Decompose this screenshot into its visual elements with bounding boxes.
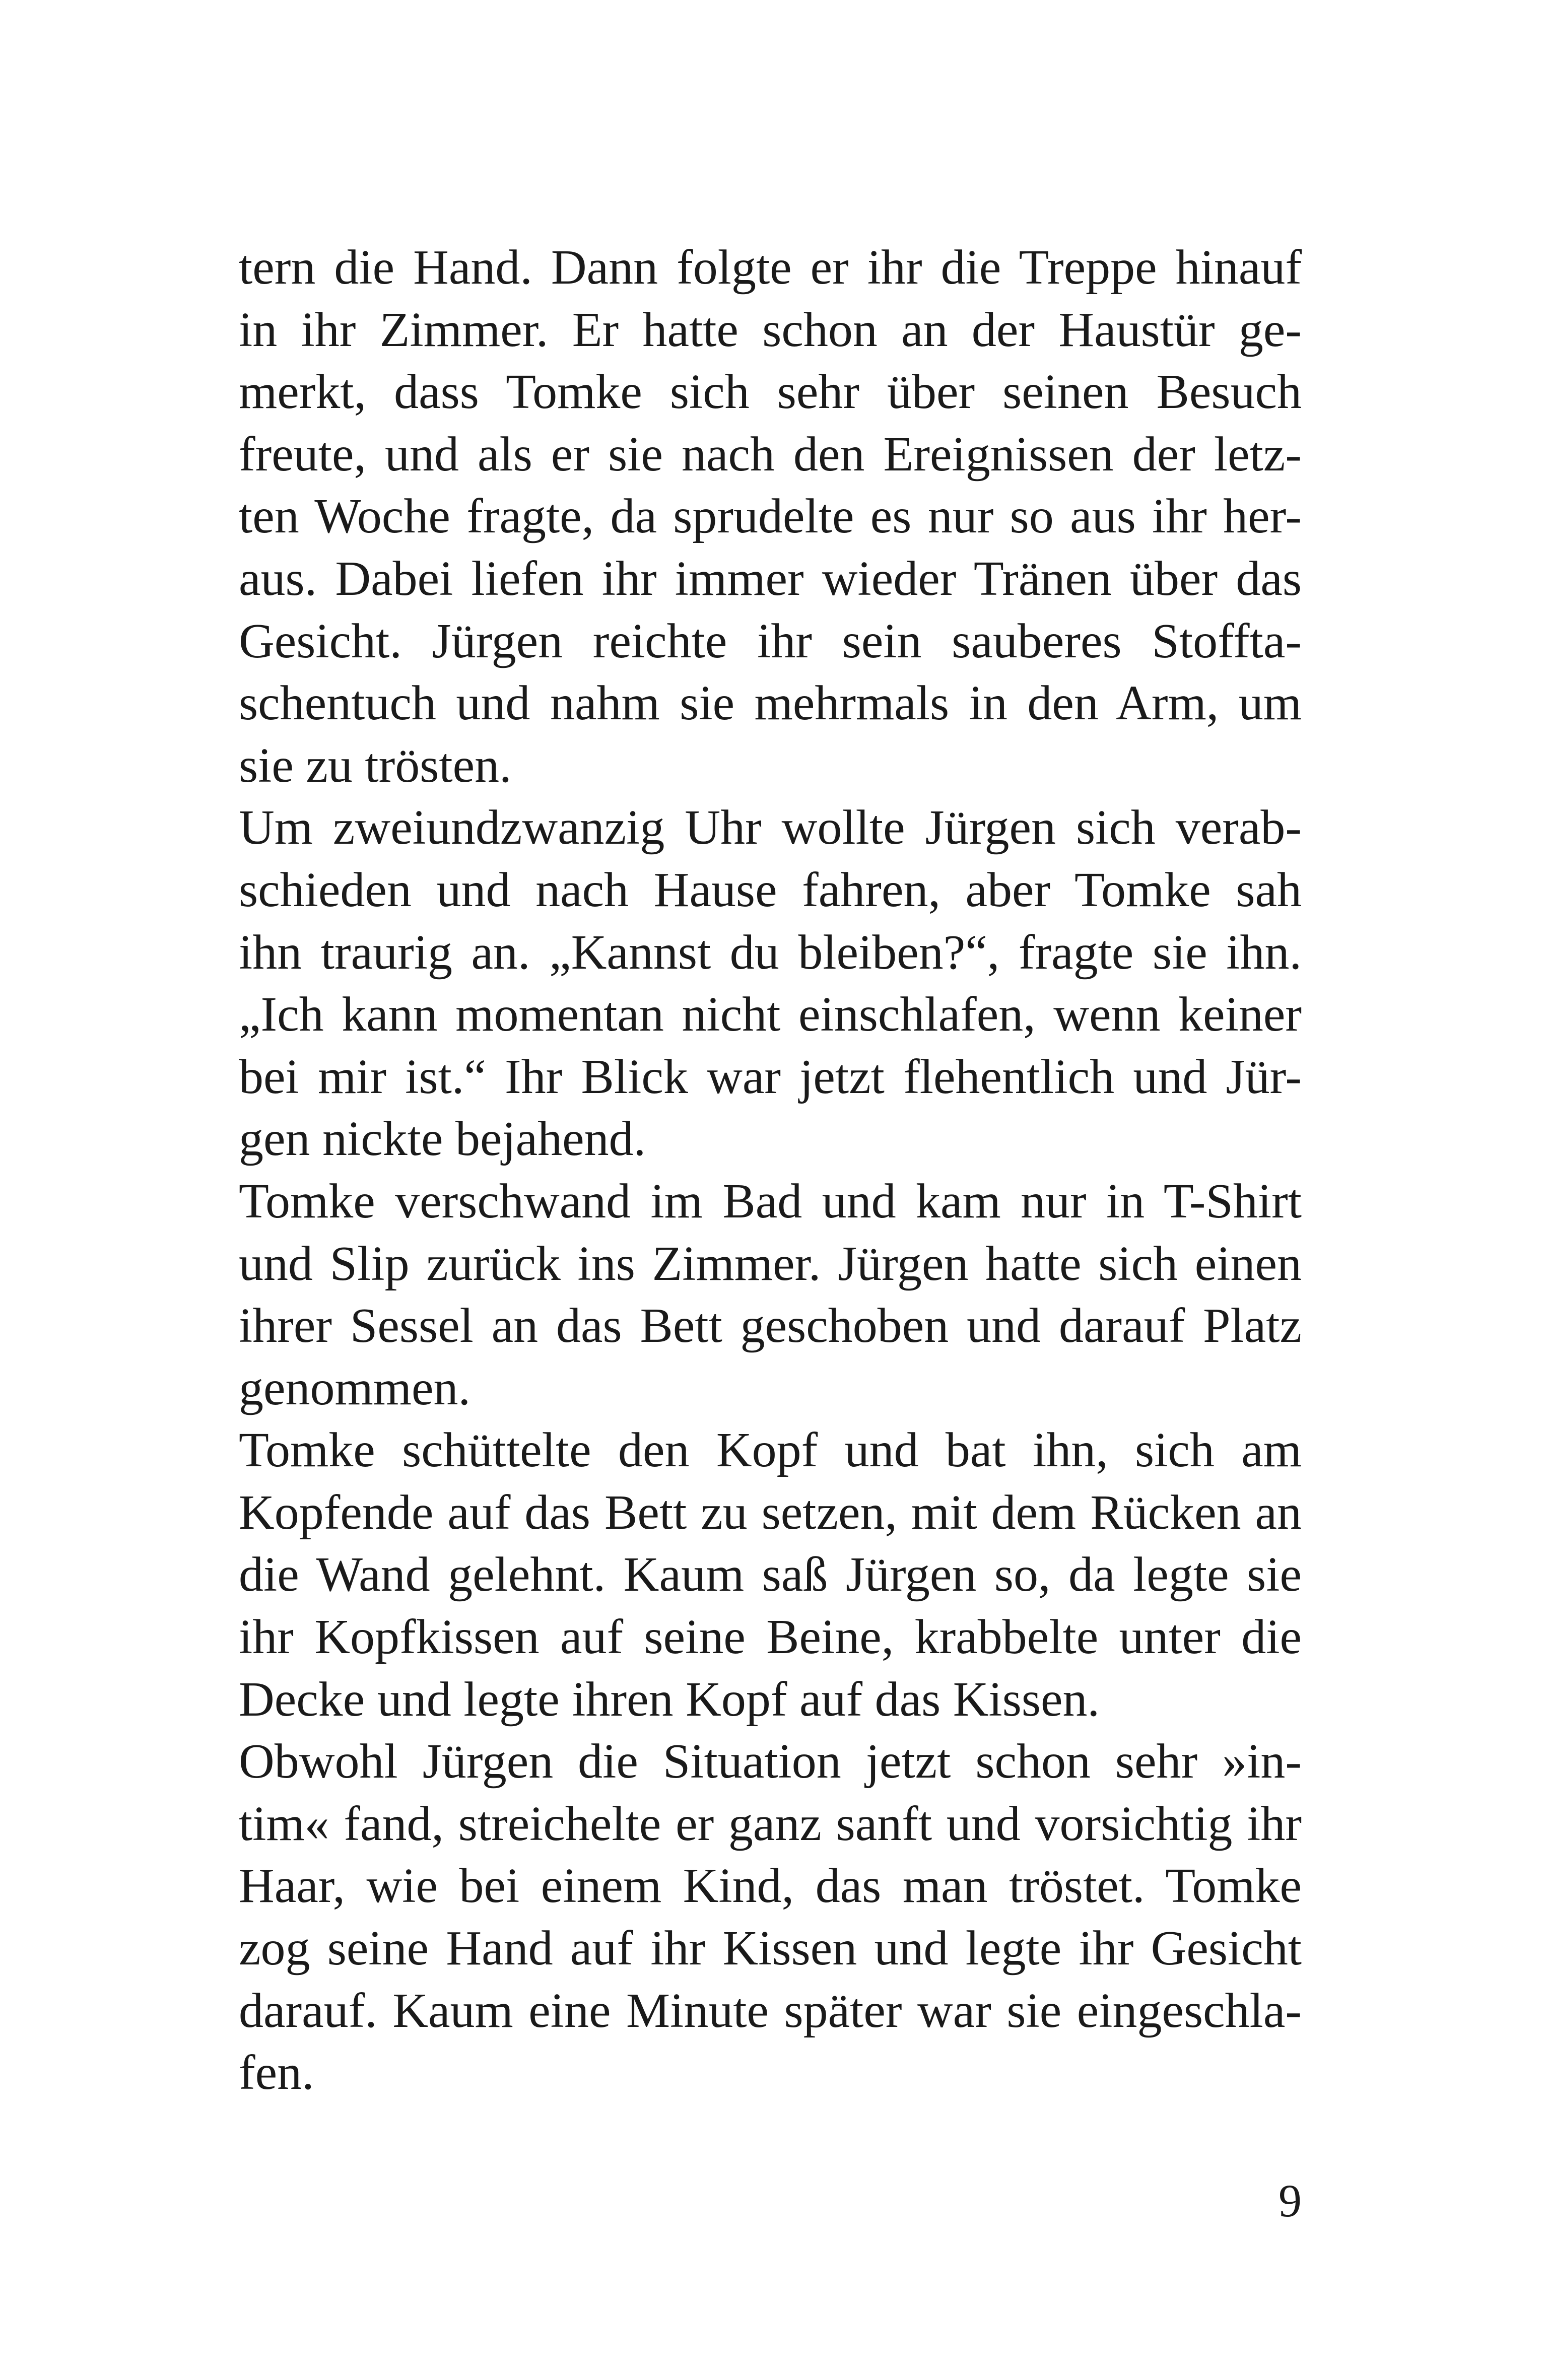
paragraph bbox=[239, 1171, 1302, 1419]
text-line: ten Woche fragte, da sprudelte es nur so aus ihr her- bbox=[239, 489, 1302, 544]
text-line: sie zu trösten. bbox=[239, 738, 512, 793]
text-line: schieden und nach Hause fahren, aber Tomke sah bbox=[239, 862, 1302, 917]
text-line: darauf. Kaum eine Minute später war sie eingeschla- bbox=[239, 1983, 1302, 2038]
text-line: bei mir ist.“ Ihr Blick war jetzt flehentlich und Jür- bbox=[239, 1049, 1302, 1104]
text-line: schentuch und nahm sie mehrmals in den Arm, um bbox=[239, 676, 1302, 731]
text-line: zog seine Hand auf ihr Kissen und legte ihr Gesicht bbox=[239, 1921, 1302, 1976]
text-line: Tomke schüttelte den Kopf und bat ihn, sich am bbox=[239, 1423, 1302, 1478]
text-line: gen nickte bejahend. bbox=[239, 1112, 646, 1167]
text-line: freute, und als er sie nach den Ereignissen der letz- bbox=[239, 427, 1302, 482]
text-line: fen. bbox=[239, 2046, 314, 2100]
text-line: die Wand gelehnt. Kaum saß Jürgen so, da legte sie bbox=[239, 1547, 1302, 1602]
text-line: und Slip zurück ins Zimmer. Jürgen hatte sich einen bbox=[239, 1236, 1302, 1291]
text-line: Haar, wie bei einem Kind, das man tröstet. Tomke bbox=[239, 1859, 1302, 1914]
text-line: tim« fand, streichelte er ganz sanft und vorsichtig ihr bbox=[239, 1796, 1302, 1851]
body-text bbox=[239, 237, 1302, 2104]
text-line: aus. Dabei liefen ihr immer wieder Tränen über das bbox=[239, 551, 1302, 606]
text-line: ihr Kopfkissen auf seine Beine, krabbelte unter die bbox=[239, 1610, 1302, 1665]
text-line: ihn traurig an. „Kannst du bleiben?“, fragte sie ihn. bbox=[239, 925, 1302, 980]
paragraph bbox=[239, 1731, 1302, 2104]
paragraph bbox=[239, 797, 1302, 1171]
text-line: genommen. bbox=[239, 1361, 470, 1415]
text-line: merkt, dass Tomke sich sehr über seinen Besuch bbox=[239, 365, 1302, 420]
text-line: Kopfende auf das Bett zu setzen, mit dem Rücken an bbox=[239, 1485, 1302, 1540]
text-line: ihrer Sessel an das Bett geschoben und darauf Platz bbox=[239, 1299, 1302, 1353]
paragraph bbox=[239, 1419, 1302, 1731]
paragraph bbox=[239, 237, 1302, 797]
text-line: tern die Hand. Dann folgte er ihr die Treppe hinauf bbox=[239, 240, 1302, 295]
text-line: „Ich kann momentan nicht einschlafen, wenn keiner bbox=[239, 987, 1302, 1042]
text-line: Gesicht. Jürgen reichte ihr sein sauberes Stoffta- bbox=[239, 614, 1302, 668]
text-line: Um zweiundzwanzig Uhr wollte Jürgen sich verab- bbox=[239, 800, 1302, 855]
page-number: 9 bbox=[1279, 2175, 1302, 2226]
text-line: Decke und legte ihren Kopf auf das Kissen. bbox=[239, 1672, 1100, 1727]
text-line: Tomke verschwand im Bad und kam nur in T-Shirt bbox=[239, 1174, 1302, 1229]
text-line: Obwohl Jürgen die Situation jetzt schon sehr »in- bbox=[239, 1734, 1302, 1789]
text-line: in ihr Zimmer. Er hatte schon an der Haustür ge- bbox=[239, 302, 1302, 357]
